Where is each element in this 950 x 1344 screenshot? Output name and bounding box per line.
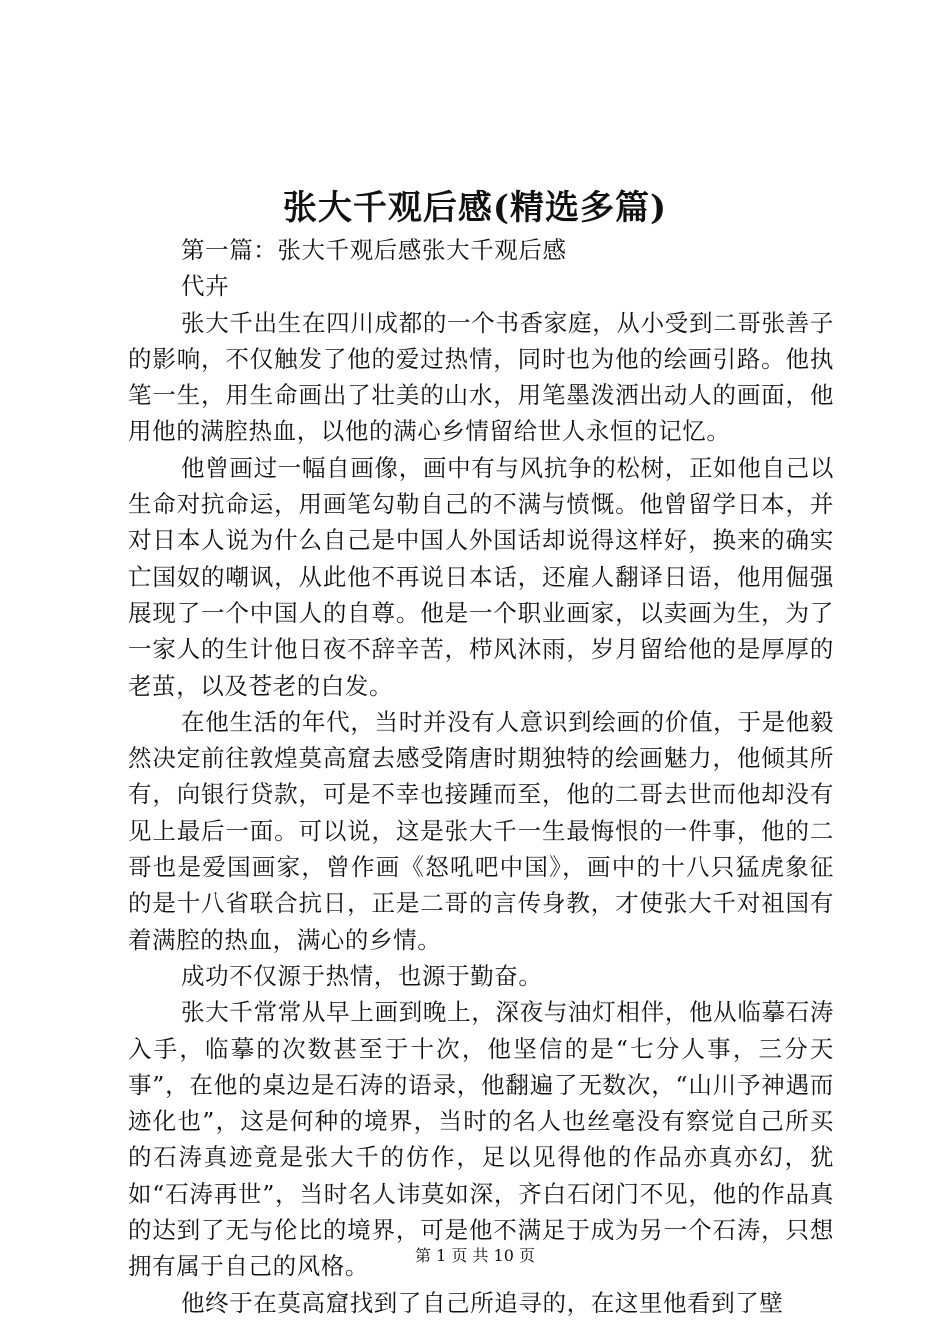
paragraph: 他曾画过一幅自画像，画中有与风抗争的松树，正如他自己以生命对抗命运，用画笔勾勒自己的不满与愤慨。他曾留学日本，并对日本人说为什么自己是中国人外国话却说得这样好，换来的确实亡国奴的嘲讽，从此他不再说日本话，还雇人翻译日语，他用倔强展现了一个中国人的自尊。他是一个职业画家，以卖画为生，为了一家人的生计他日夜不辞辛苦，栉风沐雨，岁月留给他的是厚厚的老茧，以及苍老的白发。: [128, 453, 834, 700]
section-heading: 第一篇：张大千观后感张大千观后感: [181, 236, 567, 264]
document-title: 张大千观后感(精选多篇): [282, 188, 668, 228]
page-footer: 第 1 页 共 10 页: [415, 1246, 535, 1265]
paragraph: 张大千常常从早上画到晚上，深夜与油灯相伴，他从临摹石涛入手，临摹的次数甚至于十次，他坚信的是“七分人事，三分天事”，在他的桌边是石涛的语录，他翻遍了无数次，“山川予神遇而迹化也”，这是何种的境界，当时的名人也丝毫没有察觉自己所买的石涛真迹竟是张大千的仿作，足以见得他的作品亦真亦幻，犹如“石涛再世”，当时名人讳莫如深，齐白石闭门不见，他的作品真的达到了无与伦比的境界，可是他不满足于成为另一个石涛，只想拥有属于自己的风格。: [128, 998, 834, 1281]
paragraph: 在他生活的年代，当时并没有人意识到绘画的价值，于是他毅然决定前往敦煌莫高窟去感受隋唐时期独特的绘画魅力，他倾其所有，向银行贷款，可是不幸也接踵而至，他的二哥去世而他却没有见上最后一面。可以说，这是张大千一生最悔恨的一件事，他的二哥也是爱国画家，曾作画《怒吼吧中国》，画中的十八只猛虎象征的是十八省联合抗日，正是二哥的言传身教，才使张大千对祖国有着满腔的热血，满心的乡情。: [128, 707, 834, 954]
document-body: [128, 232, 834, 1321]
paragraph: 张大千出生在四川成都的一个书香家庭，从小受到二哥张善子的影响，不仅触发了他的爱过热情，同时也为他的绘画引路。他执笔一生，用生命画出了壮美的山水，用笔墨泼洒出动人的画面，他用他的满腔热血，以他的满心乡情留给世人永恒的记忆。: [128, 308, 834, 446]
paragraph: 成功不仅源于热情，也源于勤奋。: [181, 961, 543, 990]
author-line: 代卉: [181, 272, 230, 301]
paragraph: 他终于在莫高窟找到了自己所追寻的，在这里他看到了壁: [181, 1288, 784, 1317]
